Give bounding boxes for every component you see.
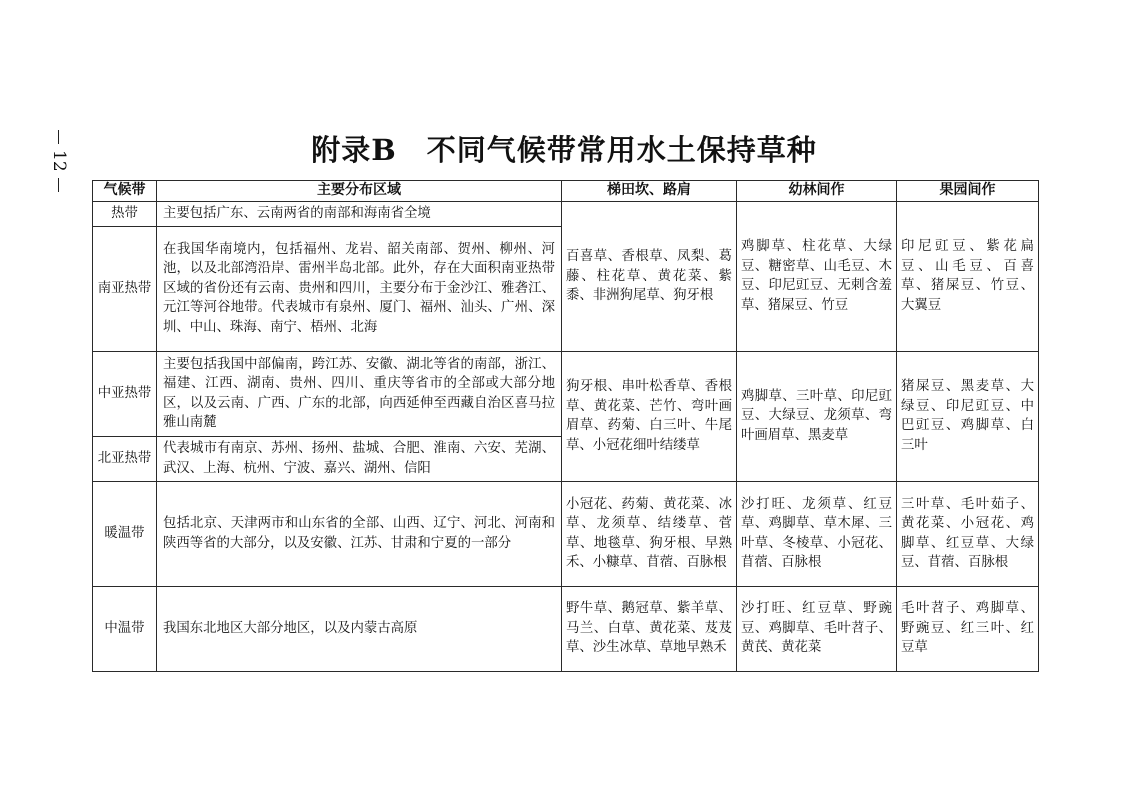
terrace-species-cell: 野牛草、鹅冠草、紫羊草、马兰、白草、黄花菜、芨芨草、沙生冰草、草地早熟禾 [562,586,737,671]
zone-cell: 中温带 [93,586,157,671]
zone-cell: 热带 [93,202,157,227]
page-title: 附录B 不同气候带常用水土保持草种 [311,133,817,167]
table-header-row [93,181,1039,202]
terrace-species-cell: 百喜草、香根草、凤梨、葛藤、柱花草、黄花菜、紫黍、非洲狗尾草、狗牙根 [562,202,737,352]
grass-species-table [92,180,1039,672]
region-cell: 我国东北地区大部分地区，以及内蒙古高原 [157,586,562,671]
terrace-species-cell: 狗牙根、串叶松香草、香根草、黄花菜、芒竹、弯叶画眉草、药菊、白三叶、牛尾草、小冠花细叶结缕草 [562,351,737,481]
region-cell: 主要包括我国中部偏南，跨江苏、安徽、湖北等省的南部，浙江、福建、江西、湖南、贵州、四川、重庆等省市的全部或大部分地区，以及云南、广西、广东的北部，向西延伸至西藏自治区喜马拉雅山南麓 [157,351,562,436]
forest-species-cell: 沙打旺、龙须草、红豆草、鸡脚草、草木犀、三叶草、冬棱草、小冠花、苜蓿、百脉根 [737,481,897,586]
orchard-species-cell: 印尼豇豆、紫花扁豆、山毛豆、百喜草、猪屎豆、竹豆、大翼豆 [897,202,1039,352]
zone-cell: 北亚热带 [93,436,157,481]
header-climate-zone: 气候带 [93,181,157,202]
zone-cell: 暖温带 [93,481,157,586]
header-orchard-intercrop: 果园间作 [897,181,1039,202]
orchard-species-cell: 毛叶苕子、鸡脚草、野豌豆、红三叶、红豆草 [897,586,1039,671]
region-cell: 包括北京、天津两市和山东省的全部、山西、辽宁、河北、河南和陕西等省的大部分，以及安徽、江苏、甘肃和宁夏的一部分 [157,481,562,586]
table-row [93,586,1039,671]
table-row [93,202,1039,227]
header-terrace-roadside: 梯田坎、路肩 [562,181,737,202]
region-cell: 主要包括广东、云南两省的南部和海南省全境 [157,202,562,227]
region-cell: 代表城市有南京、苏州、扬州、盐城、合肥、淮南、六安、芜湖、武汉、上海、杭州、宁波、嘉兴、湖州、信阳 [157,436,562,481]
header-young-forest-intercrop: 幼林间作 [737,181,897,202]
table-row [93,481,1039,586]
page-number-dash-bottom [58,178,59,192]
zone-cell: 南亚热带 [93,226,157,351]
header-distribution-region: 主要分布区域 [157,181,562,202]
forest-species-cell: 沙打旺、红豆草、野豌豆、鸡脚草、毛叶苕子、黄芪、黄花菜 [737,586,897,671]
forest-species-cell: 鸡脚草、三叶草、印尼豇豆、大绿豆、龙须草、弯叶画眉草、黑麦草 [737,351,897,481]
region-cell: 在我国华南境内，包括福州、龙岩、韶关南部、贺州、柳州、河池，以及北部湾沿岸、雷州半岛北部。此外，存在大面积南亚热带区域的省份还有云南、贵州和四川，主要分布于金沙江、雅砻江、元江等河谷地带。代表城市有泉州、厦门、福州、汕头、广州、深圳、中山、珠海、南宁、梧州、北海 [157,226,562,351]
table-row [93,351,1039,436]
terrace-species-cell: 小冠花、药菊、黄花菜、冰草、龙须草、结缕草、菅草、地毯草、狗牙根、早熟禾、小糠草、苜蓿、百脉根 [562,481,737,586]
orchard-species-cell: 猪屎豆、黑麦草、大绿豆、印尼豇豆、中巴豇豆、鸡脚草、白三叶 [897,351,1039,481]
forest-species-cell: 鸡脚草、柱花草、大绿豆、糖密草、山毛豆、木豆、印尼豇豆、无刺含羞草、猪屎豆、竹豆 [737,202,897,352]
orchard-species-cell: 三叶草、毛叶茹子、黄花菜、小冠花、鸡脚草、红豆草、大绿豆、苜蓿、百脉根 [897,481,1039,586]
zone-cell: 中亚热带 [93,351,157,436]
page-number-text: 12 [49,150,69,172]
